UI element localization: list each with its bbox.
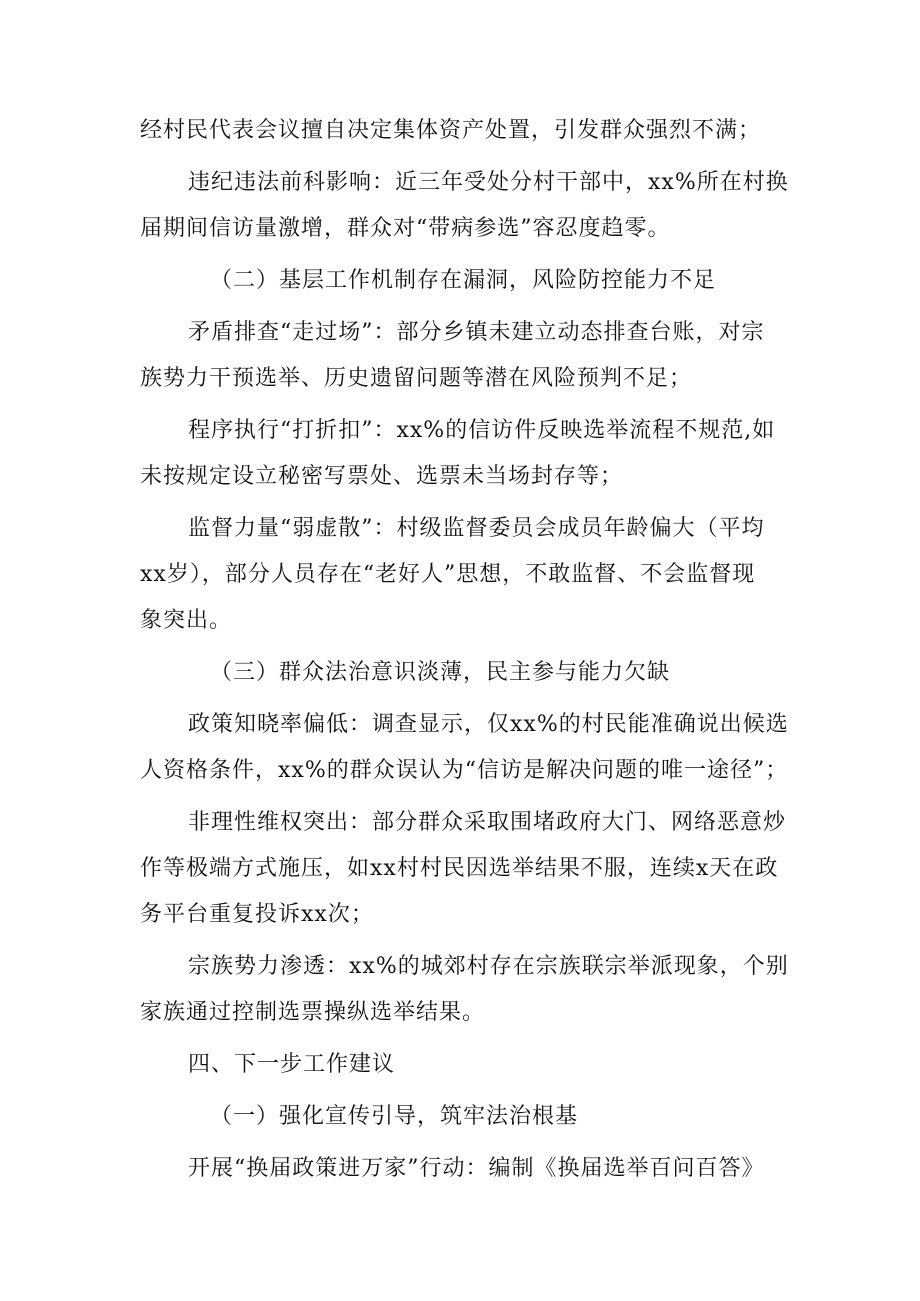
paragraph-line: 矛盾排查“走过场”：部分乡镇未建立动态排查台账，对宗 <box>188 320 765 345</box>
paragraph-line: 族势力干预选举、历史遗留问题等潜在风险预判不足； <box>140 366 693 391</box>
paragraph-line: 务平台重复投诉xx次； <box>140 902 374 927</box>
paragraph-line: 作等极端方式施压，如xx村村民因选举结果不服，连续x天在政 <box>140 856 779 881</box>
paragraph-line: 违纪违法前科影响：近三年受处分村干部中，xx%所在村换 <box>188 170 789 195</box>
paragraph-line: 象突出。 <box>140 608 233 633</box>
section-heading: （三）群众法治意识淡薄，民主参与能力欠缺 <box>210 660 671 685</box>
paragraph-line: 家族通过控制选票操纵选举结果。 <box>140 1000 486 1025</box>
paragraph-line: 监督力量“弱虚散”：村级监督委员会成员年龄偏大（平均 <box>188 516 765 541</box>
paragraph-line: 政策知晓率偏低：调查显示，仅xx%的村民能准确说出候选 <box>188 712 789 737</box>
section-heading: （二）基层工作机制存在漏洞，风险防控能力不足 <box>210 268 717 293</box>
section-heading: （一）强化宣传引导，筑牢法治根基 <box>210 1104 579 1129</box>
paragraph-line: 经村民代表会议擅自决定集体资产处置，引发群众强烈不满； <box>140 118 762 143</box>
paragraph-line: xx岁），部分人员存在“老好人”思想，不敢监督、不会监督现 <box>140 562 756 587</box>
paragraph-line: 宗族势力渗透：xx%的城郊村存在宗族联宗举派现象，个别 <box>188 954 789 979</box>
paragraph-line: 人资格条件，xx%的群众误认为“信访是解决问题的唯一途径”； <box>140 758 789 783</box>
paragraph-line: 程序执行“打折扣”：xx%的信访件反映选举流程不规范,如 <box>188 418 776 443</box>
paragraph-line: 未按规定设立秘密写票处、选票未当场封存等； <box>140 464 624 489</box>
paragraph-line: 非理性维权突出：部分群众采取围堵政府大门、网络恶意炒 <box>188 810 787 835</box>
paragraph-line: 届期间信访量激增，群众对“带病参选”容忍度趋零。 <box>140 216 671 241</box>
paragraph-line: 开展“换届政策进万家”行动：编制《换届选举百问百答》 <box>188 1156 765 1181</box>
chapter-heading: 四、下一步工作建议 <box>188 1052 396 1077</box>
